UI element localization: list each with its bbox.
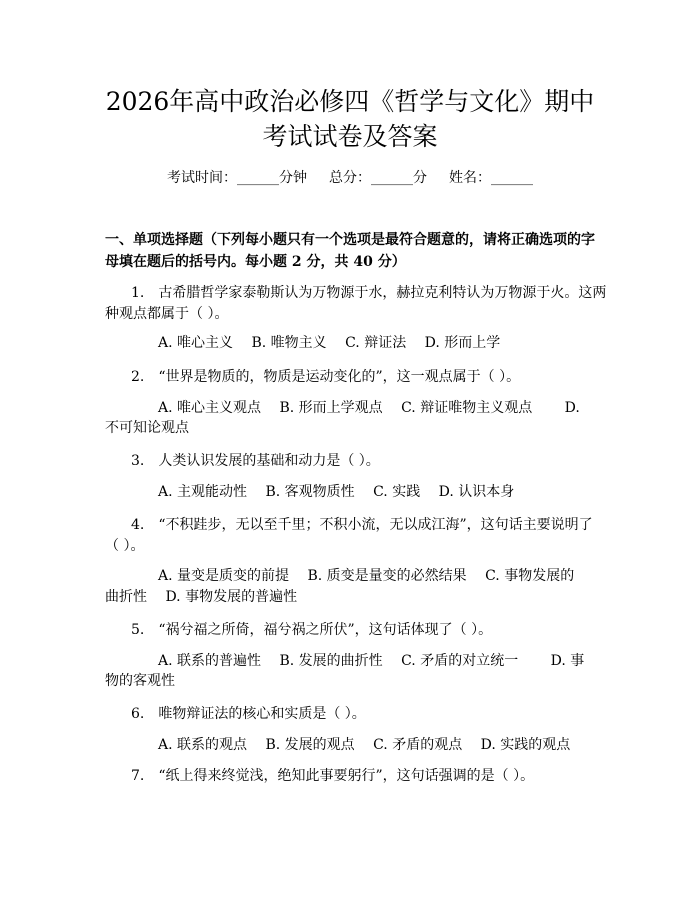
question-4-options-cont: 曲折性 D. 事物发展的普遍性 bbox=[105, 589, 298, 605]
question-1-options: A. 唯心主义 B. 唯物主义 C. 辩证法 D. 形而上学 bbox=[158, 335, 501, 351]
question-5-options: A. 联系的普遍性 B. 发展的曲折性 C. 矛盾的对立统一 D. 事 bbox=[158, 653, 585, 669]
question-1-text: 1. 古希腊哲学家泰勒斯认为万物源于水，赫拉克利特认为万物源于火。这两 bbox=[131, 285, 607, 301]
question-5-options-cont: 物的客观性 bbox=[105, 673, 175, 689]
exam-time-label: 考试时间：______分钟 bbox=[167, 170, 307, 186]
section-heading-line-2: 母填在题后的括号内。每小题 2 分，共 40 分） bbox=[105, 254, 406, 270]
total-score-label: 总分：______分 bbox=[329, 170, 427, 186]
page-title-line-1: 2026年高中政治必修四《哲学与文化》期中 bbox=[105, 87, 595, 116]
question-1-text-cont: 种观点都属于（ ）。 bbox=[105, 306, 229, 322]
section-heading bbox=[105, 229, 597, 273]
question-6-options: A. 联系的观点 B. 发展的观点 C. 矛盾的观点 D. 实践的观点 bbox=[158, 737, 571, 753]
question-2-text: 2. “世界是物质的，物质是运动变化的”，这一观点属于（ ）。 bbox=[131, 369, 521, 385]
question-3-options: A. 主观能动性 B. 客观物质性 C. 实践 D. 认识本身 bbox=[158, 484, 515, 500]
question-4-options: A. 量变是质变的前提 B. 质变是量变的必然结果 C. 事物发展的 bbox=[158, 568, 575, 584]
student-name-label: 姓名：______ bbox=[449, 170, 533, 186]
question-4-text: 4. “不积跬步，无以至千里；不积小流，无以成江海”，这句话主要说明了 bbox=[131, 517, 593, 533]
question-2-options-cont: 不可知论观点 bbox=[105, 420, 189, 436]
question-7-text: 7. “纸上得来终觉浅，绝知此事要躬行”，这句话强调的是（ ）。 bbox=[131, 768, 535, 784]
question-6-text: 6. 唯物辩证法的核心和实质是（ ）。 bbox=[131, 706, 366, 722]
question-4-text-cont: （ ）。 bbox=[105, 538, 145, 554]
question-3-text: 3. 人类认识发展的基础和动力是（ ）。 bbox=[131, 453, 380, 469]
page-title-line-2: 考试试卷及答案 bbox=[262, 122, 438, 151]
section-heading-line-1: 一、单项选择题（下列每小题只有一个选项是最符合题意的，请将正确选项的字 bbox=[105, 232, 595, 248]
question-2-options: A. 唯心主义观点 B. 形而上学观点 C. 辩证唯物主义观点 D. bbox=[158, 400, 580, 416]
question-5-text: 5. “祸兮福之所倚，福兮祸之所伏”，这句话体现了（ ）。 bbox=[131, 622, 493, 638]
exam-info-row bbox=[0, 168, 700, 188]
